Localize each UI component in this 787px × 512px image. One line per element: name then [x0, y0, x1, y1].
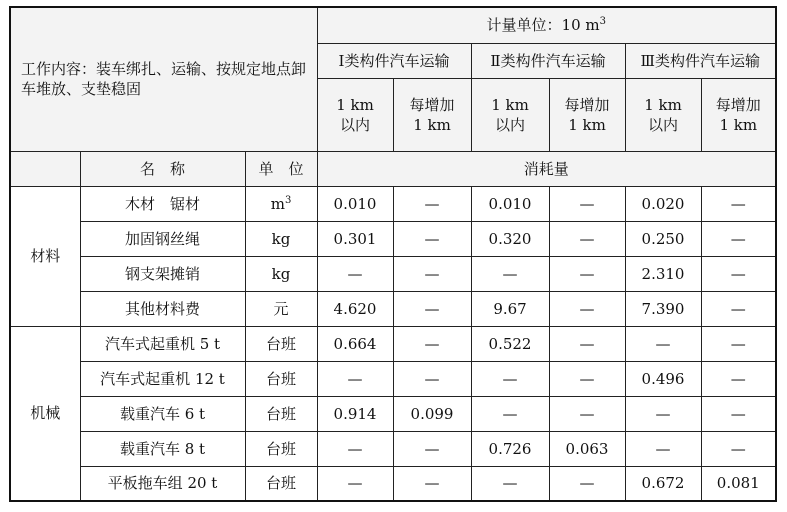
measurement-unit-cell	[317, 7, 776, 43]
table-row	[10, 221, 776, 256]
value-cell: —	[317, 361, 393, 396]
item-name: 平板拖车组 20 t	[80, 466, 245, 501]
sub-col-1-line1: 1 km	[336, 95, 374, 114]
value-cell: —	[471, 396, 549, 431]
sub-col-2	[393, 78, 471, 151]
value-cell: —	[625, 326, 701, 361]
item-unit: 台班	[245, 431, 317, 466]
table-row	[10, 431, 776, 466]
blank-category-header	[10, 151, 80, 186]
item-name: 汽车式起重机 12 t	[80, 361, 245, 396]
item-unit-text: m	[270, 194, 285, 213]
value-cell: —	[393, 326, 471, 361]
value-cell: —	[317, 466, 393, 501]
sub-col-5-line2: 以内	[648, 115, 679, 134]
value-cell: 0.672	[625, 466, 701, 501]
value-cell: —	[549, 291, 625, 326]
value-cell: 0.010	[471, 186, 549, 221]
value-cell: —	[393, 431, 471, 466]
value-cell: 0.250	[625, 221, 701, 256]
value-cell: 0.301	[317, 221, 393, 256]
value-cell: —	[701, 431, 776, 466]
table-row	[10, 361, 776, 396]
value-cell: —	[471, 256, 549, 291]
header-row-labels	[10, 151, 776, 186]
value-cell: 0.020	[625, 186, 701, 221]
value-cell: —	[701, 291, 776, 326]
sub-col-4-line2: 1 km	[568, 115, 606, 134]
value-cell: —	[549, 396, 625, 431]
value-cell: —	[471, 466, 549, 501]
item-unit: 台班	[245, 396, 317, 431]
item-unit: 台班	[245, 466, 317, 501]
value-cell: —	[701, 326, 776, 361]
value-cell: —	[625, 431, 701, 466]
measurement-unit-sup: 3	[599, 16, 606, 28]
sub-col-2-line2: 1 km	[413, 115, 451, 134]
category-materials: 材料	[10, 186, 80, 326]
consumption-header: 消耗量	[317, 151, 776, 186]
item-name: 木材 锯材	[80, 186, 245, 221]
item-name: 钢支架摊销	[80, 256, 245, 291]
item-unit: 元	[245, 291, 317, 326]
sub-col-1	[317, 78, 393, 151]
value-cell: 9.67	[471, 291, 549, 326]
value-cell: 2.310	[625, 256, 701, 291]
value-cell: —	[701, 361, 776, 396]
sub-col-3-line2: 以内	[495, 115, 526, 134]
sub-col-6-line2: 1 km	[719, 115, 758, 134]
value-cell: —	[317, 431, 393, 466]
item-name: 加固钢丝绳	[80, 221, 245, 256]
value-cell: 0.914	[317, 396, 393, 431]
value-cell: —	[549, 221, 625, 256]
name-header: 名 称	[80, 151, 245, 186]
value-cell: —	[549, 186, 625, 221]
unit-header: 单 位	[245, 151, 317, 186]
item-unit	[245, 186, 317, 221]
sub-col-6	[701, 78, 776, 151]
value-cell: 0.099	[393, 396, 471, 431]
col-group-2: Ⅱ类构件汽车运输	[471, 43, 625, 78]
category-machinery: 机械	[10, 326, 80, 501]
value-cell: 0.522	[471, 326, 549, 361]
value-cell: —	[549, 256, 625, 291]
value-cell: —	[549, 326, 625, 361]
value-cell: —	[393, 361, 471, 396]
value-cell: —	[625, 396, 701, 431]
value-cell: 0.081	[701, 466, 776, 501]
sub-col-4-line1: 每增加	[564, 95, 610, 114]
sub-col-5	[625, 78, 701, 151]
value-cell: —	[393, 186, 471, 221]
col-group-3: Ⅲ类构件汽车运输	[625, 43, 776, 78]
value-cell: —	[701, 256, 776, 291]
measurement-unit-text: 计量单位：10 m	[486, 16, 600, 35]
value-cell: 0.664	[317, 326, 393, 361]
value-cell: —	[549, 361, 625, 396]
value-cell: —	[393, 291, 471, 326]
item-unit-sup: 3	[284, 194, 292, 206]
value-cell: —	[393, 466, 471, 501]
value-cell: —	[701, 186, 776, 221]
table-row	[10, 466, 776, 501]
value-cell: —	[471, 361, 549, 396]
value-cell: 0.496	[625, 361, 701, 396]
sub-col-5-line1: 1 km	[644, 95, 682, 114]
table-row	[10, 396, 776, 431]
table-row	[10, 186, 776, 221]
header-row-unit	[10, 7, 776, 43]
item-unit: 台班	[245, 326, 317, 361]
quota-table	[9, 6, 777, 502]
item-unit: kg	[245, 256, 317, 291]
table-row	[10, 291, 776, 326]
sub-col-4	[549, 78, 625, 151]
quota-table-wrapper	[9, 6, 777, 502]
col-group-1: Ⅰ类构件汽车运输	[317, 43, 471, 78]
value-cell: —	[549, 466, 625, 501]
item-name: 汽车式起重机 5 t	[80, 326, 245, 361]
sub-col-2-line1: 每增加	[409, 95, 455, 114]
table-row	[10, 326, 776, 361]
value-cell: 0.320	[471, 221, 549, 256]
item-name: 载重汽车 8 t	[80, 431, 245, 466]
value-cell: —	[317, 256, 393, 291]
value-cell: 7.390	[625, 291, 701, 326]
item-name: 载重汽车 6 t	[80, 396, 245, 431]
value-cell: 0.010	[317, 186, 393, 221]
work-content-cell	[10, 7, 317, 151]
value-cell: —	[701, 221, 776, 256]
item-unit: kg	[245, 221, 317, 256]
table-row	[10, 256, 776, 291]
sub-col-6-line1: 每增加	[715, 95, 761, 114]
value-cell: 4.620	[317, 291, 393, 326]
sub-col-3	[471, 78, 549, 151]
value-cell: —	[393, 256, 471, 291]
work-content-text: 工作内容：装车绑扎、运输、按规定地点卸车堆放、支垫稳固	[21, 60, 307, 99]
item-unit: 台班	[245, 361, 317, 396]
item-name: 其他材料费	[80, 291, 245, 326]
sub-col-3-line1: 1 km	[491, 95, 529, 114]
sub-col-1-line2: 以内	[340, 115, 371, 134]
value-cell: —	[701, 396, 776, 431]
value-cell: 0.063	[549, 431, 625, 466]
value-cell: —	[393, 221, 471, 256]
value-cell: 0.726	[471, 431, 549, 466]
